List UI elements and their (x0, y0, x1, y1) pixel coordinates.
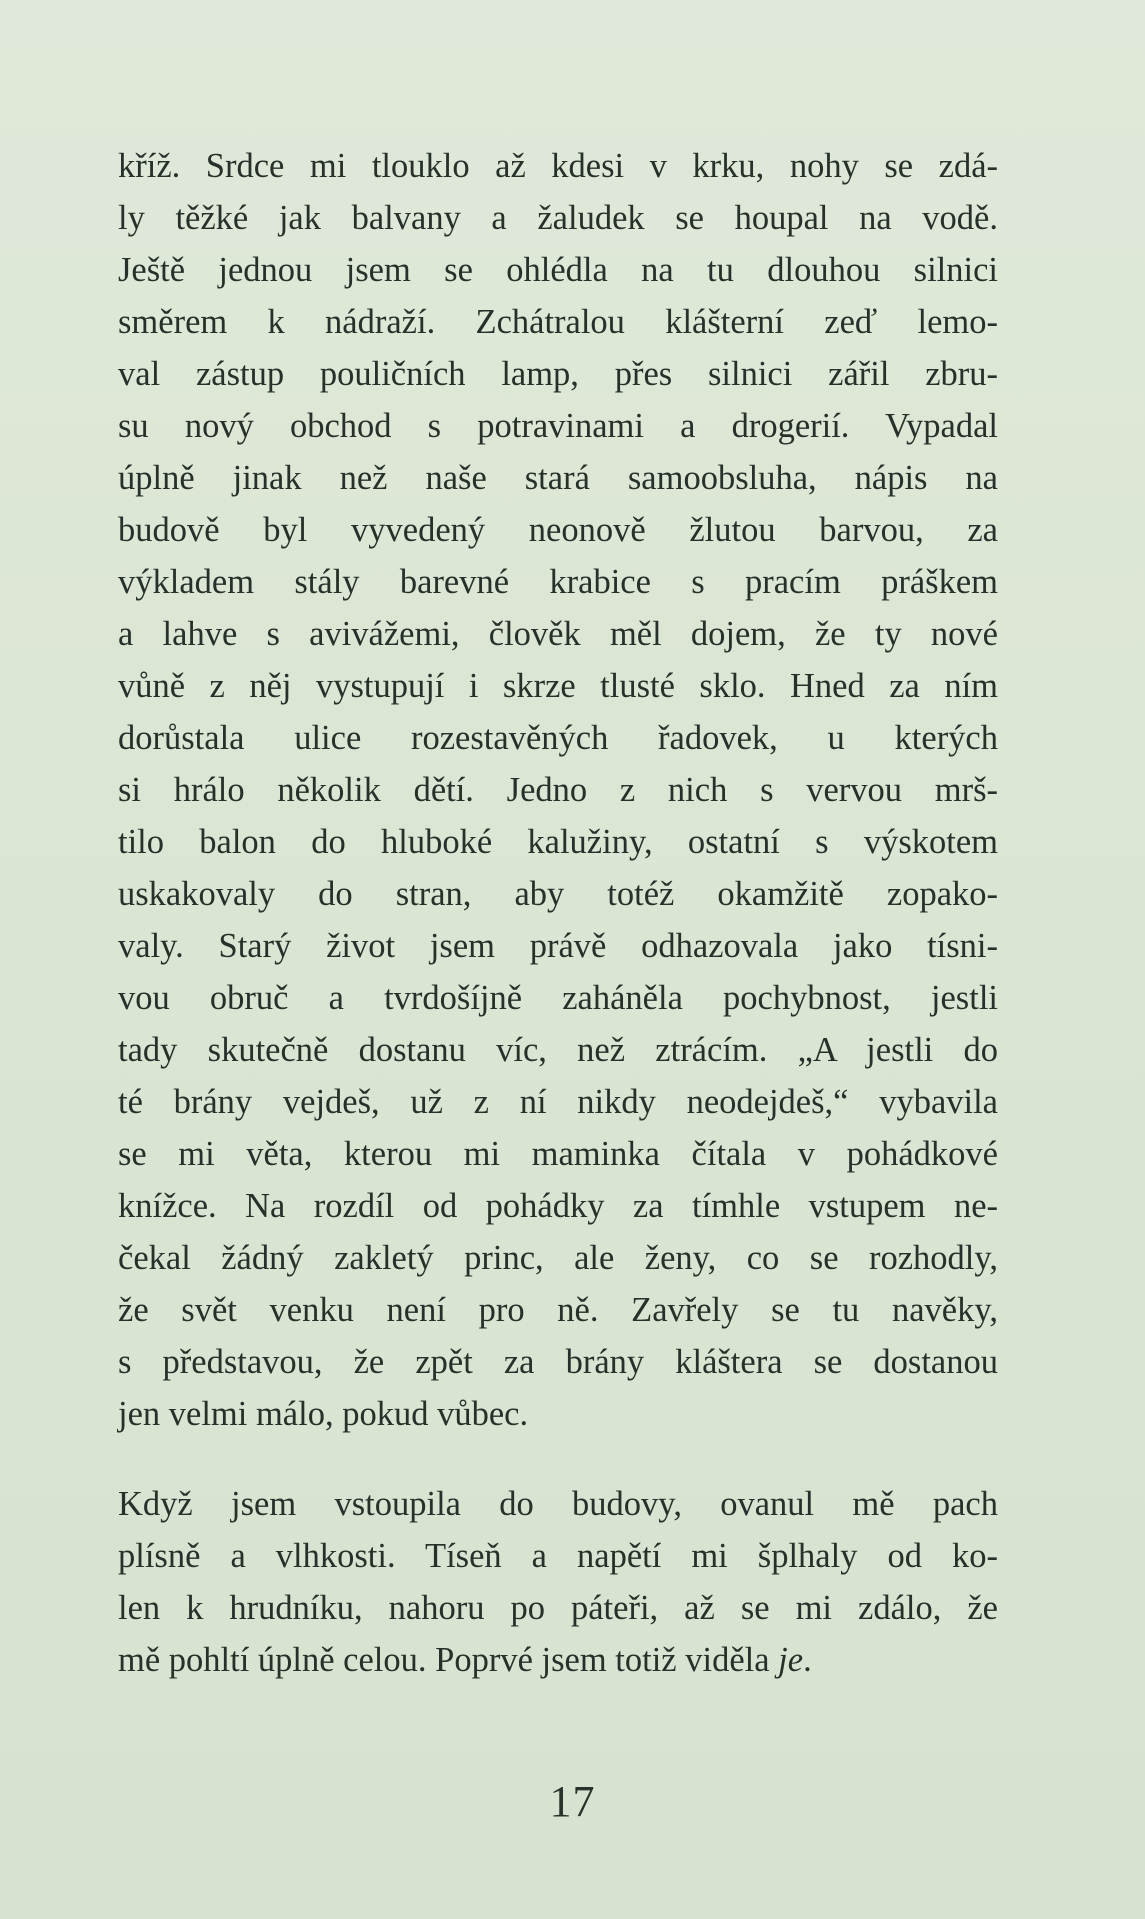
paragraph-2 (118, 1478, 998, 1686)
text-line: dorůstala ulice rozestavěných řadovek, u kterých (118, 719, 998, 757)
text-line: ly těžké jak balvany a žaludek se houpal na vodě. (118, 199, 998, 237)
text-line: budově byl vyvedený neonově žlutou barvou, za (118, 511, 998, 549)
page-number: 17 (549, 1777, 596, 1826)
final-punctuation: . (803, 1641, 812, 1679)
final-line-text: mě pohltí úplně celou. Poprvé jsem totiž viděla (118, 1641, 779, 1679)
text-line: se mi věta, kterou mi maminka čítala v pohádkové (118, 1135, 998, 1173)
text-line: knížce. Na rozdíl od pohádky za tímhle vstupem ne- (118, 1187, 998, 1225)
text-line: úplně jinak než naše stará samoobsluha, nápis na (118, 459, 998, 497)
italic-word: je (778, 1641, 804, 1679)
text-line: výkladem stály barevné krabice s pracím práškem (118, 563, 998, 601)
text-line: vou obruč a tvrdošíjně zaháněla pochybnost, jestli (118, 979, 998, 1017)
text-line: jen velmi málo, pokud vůbec. (118, 1395, 529, 1433)
text-line-final (118, 1634, 998, 1686)
paragraph-1 (118, 140, 998, 1440)
text-line: Ještě jednou jsem se ohlédla na tu dlouhou silnici (118, 251, 998, 289)
text-line: valy. Starý život jsem právě odhazovala jako tísni- (118, 927, 998, 965)
text-line: tilo balon do hluboké kalužiny, ostatní s výskotem (118, 823, 998, 861)
text-line: té brány vejdeš, už z ní nikdy neodejdeš,“ vybavila (118, 1083, 998, 1121)
text-line: vůně z něj vystupují i skrze tlusté sklo. Hned za ním (118, 667, 998, 705)
text-line: val zástup pouličních lamp, přes silnici zářil zbru- (118, 355, 998, 393)
text-line: len k hrudníku, nahoru po páteři, až se mi zdálo, že (118, 1589, 998, 1627)
text-line: si hrálo několik dětí. Jedno z nich s vervou mrš- (118, 771, 998, 809)
text-line: tady skutečně dostanu víc, než ztrácím. „A jestli do (118, 1031, 998, 1069)
text-line: kříž. Srdce mi tlouklo až kdesi v krku, nohy se zdá- (118, 147, 998, 185)
text-line: s představou, že zpět za brány kláštera se dostanou (118, 1343, 998, 1381)
text-line: čekal žádný zakletý princ, ale ženy, co se rozhodly, (118, 1239, 998, 1277)
text-line: Když jsem vstoupila do budovy, ovanul mě pach (118, 1485, 998, 1523)
text-line: su nový obchod s potravinami a drogerií. Vypadal (118, 407, 998, 445)
text-line: plísně a vlhkosti. Tíseň a napětí mi šplhaly od ko- (118, 1537, 998, 1575)
text-line: a lahve s aviváž⁠emi, člověk měl dojem, že ty nové (118, 615, 998, 653)
text-line: směrem k nádraží. Zchátralou klášterní zeď lemo- (118, 303, 998, 341)
text-line: že svět venku není pro ně. Zavřely se tu navěky, (118, 1291, 998, 1329)
text-line: uskakovaly do stran, aby totéž okamžitě zopako- (118, 875, 998, 913)
